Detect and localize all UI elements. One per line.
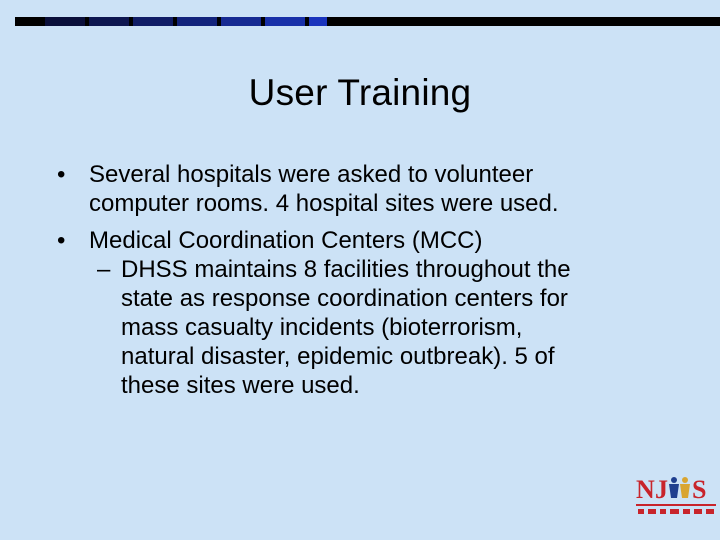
sub-bullet-line: mass casualty incidents (bioterrorism,: [121, 314, 523, 341]
sub-bullet-line: these sites were used.: [121, 372, 360, 399]
bullet-line: Medical Coordination Centers (MCC): [89, 227, 483, 254]
bullet-marker: •: [57, 227, 66, 254]
bullet-marker: •: [57, 161, 66, 188]
sub-bullet-line: state as response coordination centers for: [121, 285, 568, 312]
bullet-item: [57, 160, 697, 218]
njws-logo: [634, 470, 718, 518]
bullet-line: Several hospitals were asked to volunteer: [89, 161, 534, 188]
sub-bullet-line: natural disaster, epidemic outbreak). 5 of: [121, 343, 555, 370]
slide-title: User Training: [248, 72, 472, 113]
svg-text:J: J: [655, 475, 668, 504]
slide-body: [57, 160, 697, 400]
svg-text:N: N: [636, 475, 655, 504]
sub-bullet-line: DHSS maintains 8 facilities throughout the: [121, 256, 571, 283]
bullet-item: [57, 226, 697, 255]
bullet-line: computer rooms. 4 hospital sites were used.: [89, 190, 559, 217]
sub-bullet-marker: –: [97, 256, 111, 283]
svg-text:S: S: [692, 475, 707, 504]
header-stripe-bar: [15, 17, 720, 26]
sub-bullet-item: [57, 255, 697, 400]
